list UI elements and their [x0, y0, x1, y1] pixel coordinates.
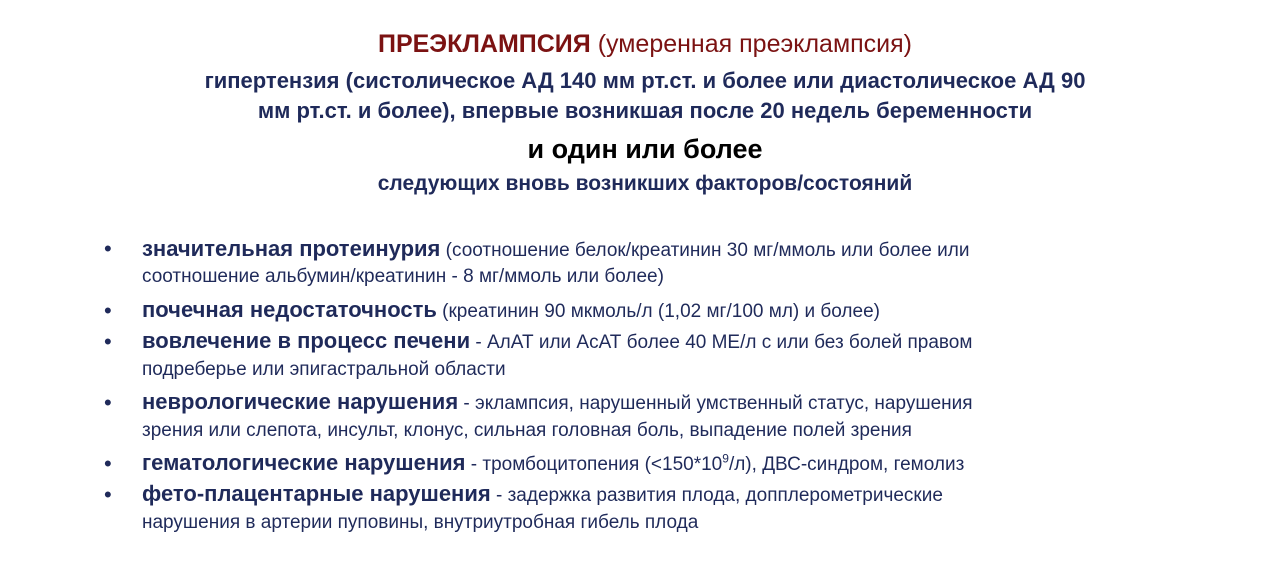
- bullet-icon: •: [104, 329, 112, 354]
- criterion-continuation: соотношение альбумин/креатинин - 8 мг/ммоль или более): [142, 266, 664, 287]
- criterion-desc: - задержка развития плода, допплерометрические: [490, 485, 943, 506]
- criterion-liver: [142, 328, 972, 354]
- criterion-head: почечная недостаточность: [142, 297, 437, 322]
- title-qualifier: (умеренная преэклампсия): [597, 30, 912, 58]
- criterion-desc-part: /л), ДВС-синдром, гемолиз: [728, 454, 965, 475]
- bullet-icon: •: [104, 390, 112, 415]
- criterion-desc-part: - тромбоцитопения (<150*10: [465, 454, 723, 475]
- title-main: ПРЕЭКЛАМПСИЯ: [377, 30, 591, 58]
- criterion-head: гематологические нарушения: [142, 450, 466, 475]
- connector-text: и один или более: [527, 134, 763, 164]
- criterion-fetoplacental: [142, 481, 943, 507]
- subheading: следующих вновь возникших факторов/состояний: [377, 172, 913, 195]
- criterion-desc: (соотношение белок/креатинин 30 мг/ммоль или более или: [440, 240, 970, 261]
- criterion-proteinuria: [142, 236, 969, 262]
- bullet-icon: •: [104, 451, 112, 476]
- slide-title: [0, 30, 1280, 59]
- criterion-head: вовлечение в процесс печени: [142, 328, 471, 353]
- criterion-head: значительная протеинурия: [142, 236, 441, 261]
- definition-line-2: мм рт.ст. и более), впервые возникшая после 20 недель беременности: [257, 98, 1033, 123]
- criterion-hematologic: [142, 450, 964, 476]
- bullet-icon: •: [104, 482, 112, 507]
- criterion-continuation: подреберье или эпигастральной области: [142, 359, 506, 380]
- bullet-icon: •: [104, 298, 112, 323]
- criterion-renal: [142, 297, 880, 323]
- criterion-desc: [465, 451, 965, 475]
- criterion-continuation: нарушения в артерии пуповины, внутриутробная гибель плода: [142, 512, 699, 533]
- definition-line-1: гипертензия (систолическое АД 140 мм рт.ст. и более или диастолическое АД 90: [204, 68, 1086, 93]
- criterion-head: фето-плацентарные нарушения: [142, 481, 491, 506]
- bullet-icon: •: [104, 236, 112, 261]
- criterion-desc: - АлАТ или АсАТ более 40 МЕ/л с или без болей правом: [470, 332, 973, 353]
- criterion-neuro: [142, 389, 973, 415]
- criterion-head: неврологические нарушения: [142, 389, 459, 414]
- criterion-desc: (креатинин 90 мкмоль/л (1,02 мг/100 мл) и более): [436, 301, 880, 322]
- superscript-exponent: 9: [722, 451, 729, 466]
- criterion-continuation: зрения или слепота, инсульт, клонус, сильная головная боль, выпадение полей зрения: [142, 420, 912, 441]
- criterion-desc: - эклампсия, нарушенный умственный статус, нарушения: [458, 393, 973, 414]
